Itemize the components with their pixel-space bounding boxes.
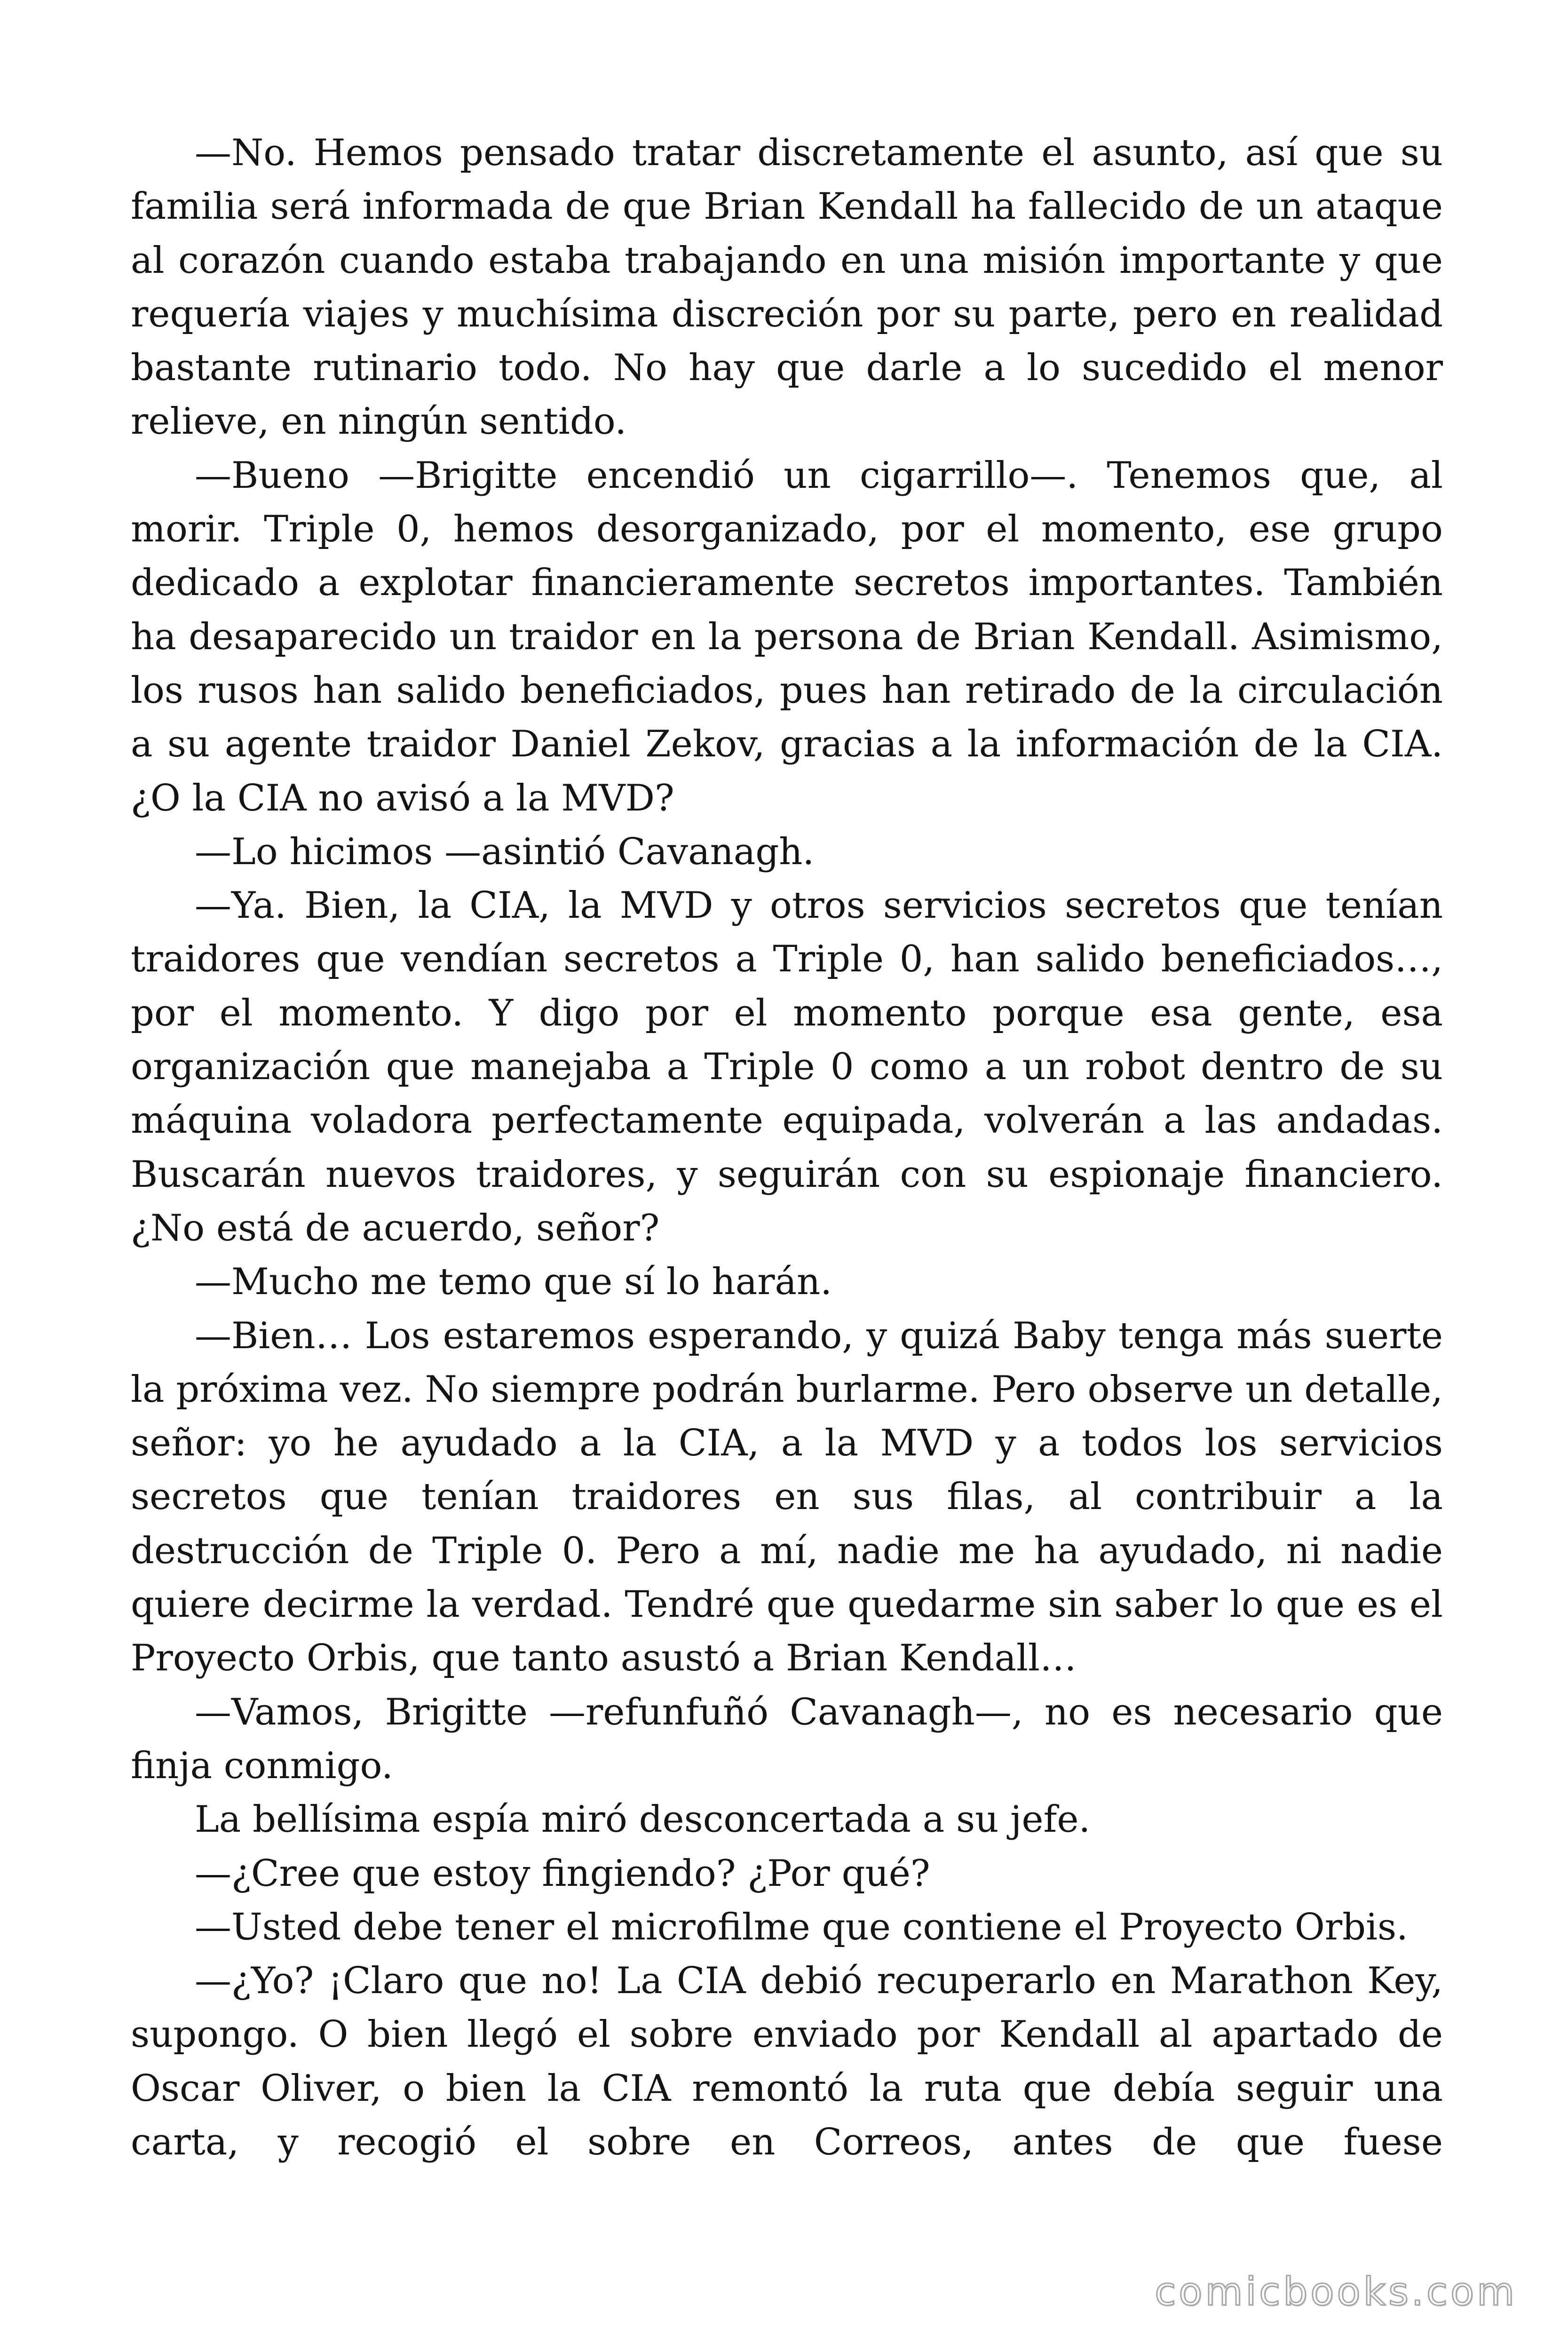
paragraph-8: La bellísima espía miró desconcertada a su jefe. [195, 1798, 1091, 1841]
page-body-text [131, 126, 1443, 2169]
paragraph-10: —Usted debe tener el microfilme que contiene el Proyecto Orbis. [195, 1906, 1408, 1948]
paragraph-1: —No. Hemos pensado tratar discretamente el asunto, así que su familia será informada de que Brian Kendall ha fallecido de un ataque al corazón cuando estaba trabajando en una misión importante y que requería viajes y muchísima discreción por su parte, pero en realidad bastante rutinario todo. No hay que darle a lo sucedido el menor relieve, en ningún sentido. [131, 132, 1443, 443]
paragraph-11: —¿Yo? ¡Claro que no! La CIA debió recuperarlo en Marathon Key, supongo. O bien llegó el sobre enviado por Kendall al apartado de Oscar Oliver, o bien la CIA remontó la ruta que debía seguir una carta, y recogió el sobre en Correos, antes de que fuese [131, 1960, 1443, 2163]
paragraph-6: —Bien… Los estaremos esperando, y quizá Baby tenga más suerte la próxima vez. No siempre podrán burlarme. Pero observe un detalle, señor: yo he ayudado a la CIA, a la MVD y a todos los servicios secretos que tenían traidores en sus filas, al contribuir a la destrucción de Triple 0. Pero a mí, nadie me ha ayudado, ni nadie quiere decirme la verdad. Tendré que quedarme sin saber lo que es el Proyecto Orbis, que tanto asustó a Brian Kendall… [131, 1314, 1443, 1680]
paragraph-3: —Lo hicimos —asintió Cavanagh. [195, 830, 815, 873]
watermark-text: comicbooks.com [1155, 2270, 1517, 2314]
paragraph-2: —Bueno —Brigitte encendió un cigarrillo—. Tenemos que, al morir. Triple 0, hemos desorganizado, por el momento, ese grupo dedicado a explotar financieramente secretos importantes. También ha desaparecido un traidor en la persona de Brian Kendall. Asimismo, los rusos han salido beneficiados, pues han retirado de la circulación a su agente traidor Daniel Zekov, gracias a la información de la CIA. ¿O la CIA no avisó a la MVD? [131, 454, 1443, 819]
paragraph-5: —Mucho me temo que sí lo harán. [195, 1261, 832, 1303]
paragraph-9: —¿Cree que estoy fingiendo? ¿Por qué? [195, 1852, 930, 1895]
paragraph-4: —Ya. Bien, la CIA, la MVD y otros servicios secretos que tenían traidores que vendían secretos a Triple 0, han salido beneficiados…, por el momento. Y digo por el momento porque esa gente, esa organización que manejaba a Triple 0 como a un robot dentro de su máquina voladora perfectamente equipada, volverán a las andadas. Buscarán nuevos traidores, y seguirán con su espionaje financiero. ¿No está de acuerdo, señor? [131, 884, 1443, 1249]
paragraph-7: —Vamos, Brigitte —refunfuñó Cavanagh—, no es necesario que finja conmigo. [131, 1691, 1443, 1787]
